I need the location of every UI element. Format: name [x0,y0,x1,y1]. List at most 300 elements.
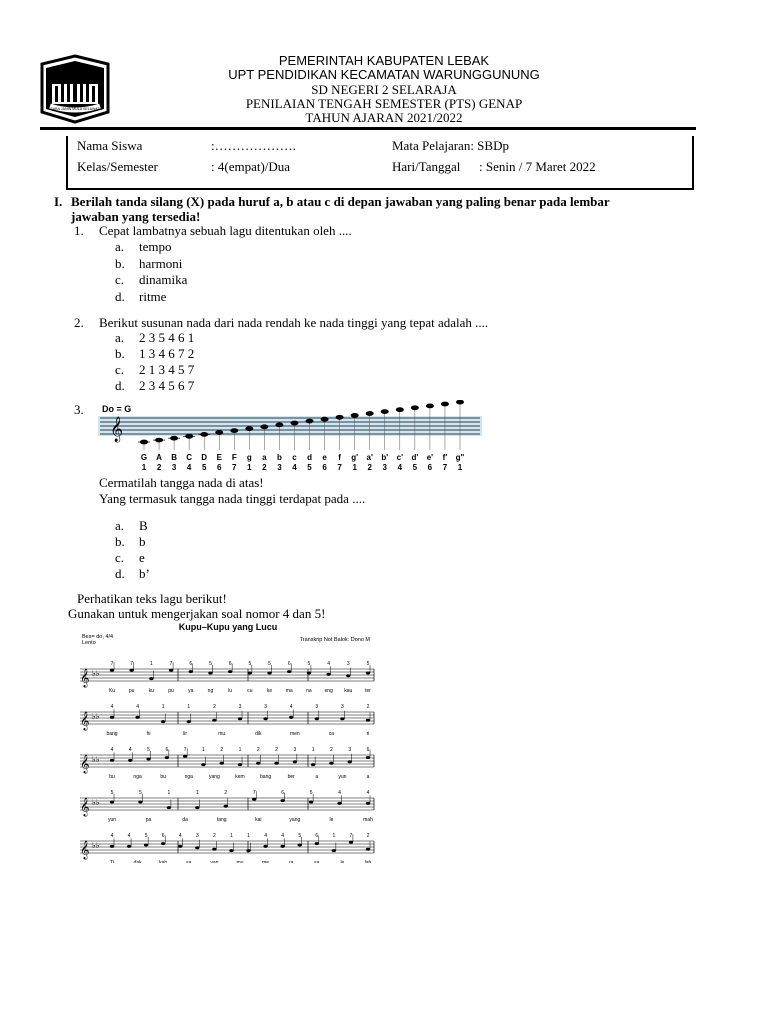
song-lyric: lah [364,860,372,863]
song-lyric: ra [288,860,294,863]
scale-letter: a [262,453,267,462]
song-note-number: 5 [147,747,150,753]
song-note [289,716,293,719]
song-lyric: a [315,774,319,780]
song-note [229,849,233,852]
question-3-text-1: Cermatilah tangga nada di atas! [99,475,264,490]
song-note [165,756,169,759]
treble-clef-icon: 𝄞 [110,416,124,441]
scale-note [456,400,464,405]
scale-note [321,417,329,422]
song-note-number: 3 [341,704,344,710]
song-note-number: 6 [228,661,232,667]
song-note-number: 1 [195,790,199,796]
q2-option-a-text: 2 3 5 4 6 1 [139,330,195,345]
scale-letter: b' [381,453,389,462]
flat-sign-icon: ♭♭ [92,798,100,807]
scale-number: 6 [217,463,222,472]
scale-number: 4 [186,463,192,472]
scale-number: 7 [442,463,448,472]
class-label: Kelas/Semester [77,159,158,174]
question-1-number: 1. [74,223,84,238]
name-label: Nama Siswa [77,138,143,153]
song-lyric: yun [338,774,347,780]
song-lyric: mah [363,817,373,823]
song-note-number: 2 [256,747,260,753]
q3-option-d-text: b’ [139,566,150,581]
q2-option-a-label[interactable]: a. [115,330,125,345]
song-note [366,848,370,851]
song-note-number: 1 [161,704,165,710]
scale-number: 3 [171,463,177,472]
song-lyric: na [306,688,312,694]
song-note-number: 3 [293,747,297,753]
song-note-number: 1 [202,747,205,753]
song-lyric: yang [208,774,220,780]
song-note [246,849,250,852]
scale-note [275,423,283,428]
song-note-number: 3 [195,833,199,839]
treble-clef-icon: 𝄞 [80,842,90,859]
instruction-line-1: Berilah tanda silang (X) pada huruf a, b atau c di depan jawaban yang paling benar pada lembar [71,194,610,209]
scale-note [170,436,178,441]
scale-note [441,402,449,407]
song-lyric: ke [266,688,273,694]
song-lyric: kai [255,817,262,823]
song-note [349,841,353,844]
q3-option-a-label[interactable]: a. [115,518,125,533]
scale-note [185,434,193,439]
song-note-number: 1 [230,833,233,839]
song-lyric: dak [133,860,142,863]
song-note [366,719,370,722]
song-lyric: kah [159,860,168,863]
song-note-number: 5 [366,661,370,667]
song-note-number: 6 [165,747,169,753]
q1-option-a-text: tempo [139,239,172,254]
song-note-number: 4 [281,833,285,839]
song-note [138,801,142,804]
song-lyric: sa [186,860,192,863]
song-note [110,759,114,762]
q1-option-c-label[interactable]: c. [115,272,125,287]
scale-note [306,419,314,424]
song-note-number: 4 [110,833,114,839]
treble-clef-icon: 𝄞 [80,713,90,730]
song-lyric: ca [328,731,335,737]
subject-label: Mata Pelajaran: SBDp [392,138,509,153]
scale-letter: B [171,453,177,462]
name-value-blank[interactable]: :………………. [211,138,296,153]
song-note [346,674,350,677]
song-note-number: 3 [346,661,350,667]
song-lyric: ber [287,774,295,780]
song-note [326,673,330,676]
song-note-number: 4 [178,833,182,839]
song-note [146,758,150,761]
song-lyric: me [262,860,270,863]
scale-note [411,405,419,410]
song-note-number: 5 [309,790,313,796]
song-note [161,720,165,723]
scale-note [200,432,208,437]
song-note [332,849,336,852]
song-note [309,801,313,804]
song-intro-line-1: Perhatikan teks lagu berikut! [77,591,227,606]
song-note-number: 6 [287,661,291,667]
q3-option-c-text: e [139,550,145,565]
scale-number: 4 [397,463,403,472]
song-note-number: 2 [366,704,370,710]
song-note [329,762,333,765]
song-note [195,846,199,849]
song-note-number: 1 [167,790,171,796]
q3-option-b-text: b [139,534,146,549]
song-note [178,845,182,848]
song-note [110,716,114,719]
song-lyric: eng [324,688,333,694]
song-note-number: 3 [348,747,352,753]
song-note-number: 7 [130,661,134,667]
scale-note [155,438,163,443]
q2-option-b-label[interactable]: b. [115,346,125,361]
scale-number: 7 [232,463,237,472]
scale-letter: d [307,453,312,462]
song-note-number: 2 [275,747,278,753]
scale-number: 3 [382,463,387,472]
song-note [135,716,139,719]
song-lyric: bu [109,774,115,780]
song-note-number: 7 [169,661,173,667]
song-note [212,848,216,851]
scale-number: 1 [247,463,252,472]
question-2-text: Berikut susunan nada dari nada rendah ke nada tinggi yang tepat adalah .... [99,315,489,330]
header-line-4: PENILAIAN TENGAH SEMESTER (PTS) GENAP [245,96,523,111]
scale-letter: g" [455,453,465,462]
song-note-number: 6 [189,661,193,667]
flat-sign-icon: ♭♭ [92,669,100,678]
song-note-number: 6 [366,747,370,753]
scale-number: 2 [367,463,372,472]
flat-sign-icon: ♭♭ [92,755,100,764]
song-note [293,760,297,763]
instruction-line-2: jawaban yang tersedia! [71,209,201,224]
song-lyric: nga [133,774,142,780]
song-note [366,802,370,805]
treble-clef-icon: 𝄞 [80,756,90,773]
song-lyric: yang [289,817,301,823]
song-note-number: 2 [366,833,370,839]
song-note-number: 7 [110,661,114,667]
song-note-number: 4 [338,790,341,796]
song-note [263,717,267,720]
question-2-number: 2. [74,315,84,330]
q2-option-b-text: 1 3 4 6 7 2 [139,346,195,361]
song-lyric: bu [160,774,166,780]
question-1-text: Cepat lambatnya sebuah lagu ditentukan oleh .... [99,223,352,238]
q1-option-b-text: harmoni [139,256,183,271]
song-note [183,755,187,758]
song-note-number: 7 [349,833,353,839]
song-note-number: 4 [327,661,331,667]
scale-number: 6 [322,463,327,472]
scale-note [245,426,253,431]
song-note-number: 5 [298,833,302,839]
scale-number: 5 [307,463,312,472]
song-note [110,801,114,804]
scale-number: 7 [337,463,342,472]
song-note-number: 1 [247,833,250,839]
scale-letter: e' [426,453,434,462]
song-note [280,845,284,848]
scale-note [290,421,298,426]
song-note [127,845,131,848]
song-note-number: 4 [110,704,114,710]
song-note [256,762,260,765]
date-value: : Senin / 7 Maret 2022 [479,159,596,174]
song-note [224,805,228,808]
q1-option-c-text: dinamika [139,272,188,287]
song-note [187,720,191,723]
q2-option-c-text: 2 1 3 4 5 7 [139,362,195,377]
song-note [238,763,242,766]
scale-number: 2 [156,463,162,472]
scale-note [336,415,344,420]
q2-option-c-label[interactable]: c. [115,362,125,377]
song-note [208,672,212,675]
song-lyric: nga [184,774,193,780]
song-note-number: 4 [136,704,139,710]
song-lyric: kem [235,774,245,780]
song-staff-row [80,747,374,780]
song-note-number: 4 [264,833,267,839]
scale-letter: C [186,453,193,462]
song-tempo: Lento [82,640,96,646]
song-lyric: yap [210,860,219,863]
scale-number: 1 [352,463,357,472]
scale-letter: A [156,453,162,462]
song-note [212,719,216,722]
song-lyric: mu [236,860,244,863]
scale-letter: g [246,453,252,462]
song-key: Bes= do, 4/4 [82,634,114,640]
song-note-number: 4 [289,704,293,710]
scale-letter: b [276,453,282,462]
song-note-number: 4 [366,790,370,796]
song-note-number: 2 [330,747,333,753]
song-note-number: 6 [315,833,319,839]
scale-note [215,430,223,435]
scale-number: 1 [141,463,147,472]
header-divider [40,127,696,130]
q1-option-d-label[interactable]: d. [115,289,125,304]
song-lyric: hi [146,731,151,737]
song-lyric: kau [344,688,353,694]
scale-number: 3 [277,463,282,472]
scale-staff-image [98,400,482,472]
q1-option-a-label[interactable]: a. [115,239,125,254]
header-line-5: TAHUN AJARAN 2021/2022 [305,110,463,125]
song-note-number: 5 [209,661,212,667]
header-line-3: SD NEGERI 2 SELARAJA [311,82,457,97]
song-note-number: 2 [224,790,228,796]
flat-sign-icon: ♭♭ [92,841,100,850]
song-note [144,844,148,847]
song-lyric: mu [218,731,226,737]
song-note [128,759,132,762]
song-note [366,756,370,759]
scale-number: 1 [457,463,463,472]
song-note-number: 1 [238,747,242,753]
scale-note [260,424,268,429]
song-staff-row [80,704,374,737]
scale-letter: E [216,453,222,462]
song-note-number: 1 [187,704,191,710]
song-note [366,672,370,675]
scale-letter: f [338,453,341,462]
song-note [298,844,302,847]
q1-option-d-text: ritme [139,289,167,304]
song-lyric: ter [365,688,371,694]
song-note [110,669,114,672]
q1-option-b-label[interactable]: b. [115,256,125,271]
song-sheet-image [78,621,378,863]
section-number: I. [54,194,63,209]
scale-letter: c' [396,453,403,462]
scale-note [366,411,374,416]
song-note-number: 3 [315,704,319,710]
song-note [238,717,242,720]
q3-option-a-text: B [139,518,148,533]
song-note [267,672,271,675]
song-note-number: 3 [238,704,242,710]
song-note-number: 6 [281,790,285,796]
scale-number: 6 [427,463,433,472]
song-staff-row [80,661,374,694]
song-lyric: pu [168,688,174,694]
song-note [307,672,311,675]
song-staff-row [80,833,374,863]
song-intro-line-2: Gunakan untuk mengerjakan soal nomor 4 dan 5! [68,606,326,621]
song-note [149,677,153,680]
song-lyric: lu [228,688,233,694]
q2-option-d-text: 2 3 4 5 6 7 [139,378,195,393]
song-lyric: le [340,860,345,863]
song-note [220,762,224,765]
scale-note [230,428,238,433]
logo-motto: SABA JANIN MULA SELAWAT [50,107,100,111]
song-note-number: 3 [264,704,267,710]
scale-note [140,440,148,445]
scale-letter: D [201,453,208,462]
song-note [348,760,352,763]
song-note [263,845,267,848]
song-note [228,670,232,673]
scale-letter: e [322,453,327,462]
q2-option-d-label[interactable]: d. [115,378,125,393]
song-lyric: da [182,817,188,823]
q3-option-d-label[interactable]: d. [115,566,125,581]
song-lyric: yun [107,817,117,823]
song-note-number: 1 [149,661,153,667]
scale-note [426,404,434,409]
scale-number: 5 [201,463,207,472]
scale-note [351,413,359,418]
song-note [201,763,205,766]
song-lyric: pu [128,688,135,694]
song-note [315,842,319,845]
song-note [110,845,114,848]
song-note-number: 7 [252,790,256,796]
song-note [274,762,278,765]
song-lyric: tang [216,817,227,823]
scale-letter: F [231,453,237,462]
song-note-number: 6 [161,833,165,839]
song-lyric: sa [314,860,320,863]
song-note-number: 5 [268,661,271,667]
scale-letter: c [292,453,297,462]
scale-letter: d' [411,453,419,462]
song-note-number: 5 [144,833,148,839]
scale-number: 5 [412,463,418,472]
song-title: Kupu–Kupu yang Lucu [178,622,278,632]
song-note [248,672,252,675]
song-note-number: 5 [307,661,311,667]
scale-letter: a' [366,453,373,462]
song-note [337,802,341,805]
scale-letter: G [140,453,148,462]
song-note-number: 2 [213,704,216,710]
song-lyric: a [366,774,370,780]
scale-note [396,407,404,412]
song-lyric: pa [145,817,152,823]
song-lyric: bang [106,731,118,737]
song-note [280,799,284,802]
song-lyric: ku [148,688,155,694]
song-lyric: Ti [110,860,114,863]
song-note-number: 7 [183,747,187,753]
song-note-number: 2 [220,747,224,753]
song-note [167,806,171,809]
song-note [340,717,344,720]
song-note [315,717,319,720]
treble-clef-icon: 𝄞 [80,799,90,816]
song-lyric: le [329,817,334,823]
song-lyric: ya [188,688,194,694]
song-lyric: cu [247,688,253,694]
song-note-number: 4 [128,747,132,753]
student-identity-box [66,136,694,190]
song-lyric: men [289,731,300,737]
song-lyric: ng [207,688,214,694]
song-lyric: Ku [108,688,116,694]
song-staff-row [80,790,374,823]
song-credit: Transkrip Not Balok: Dono M [299,637,370,643]
header-line-2: UPT PENDIDIKAN KECAMATAN WARUNGGUNUNG [228,67,540,82]
scale-number: 2 [262,463,267,472]
song-lyric: ri [366,731,370,737]
q3-option-c-label[interactable]: c. [115,550,125,565]
question-3-text-2: Yang termasuk tangga nada tinggi terdapat pada .... [99,491,366,506]
song-note [252,798,256,801]
q3-option-b-label[interactable]: b. [115,534,125,549]
header-line-1: PEMERINTAH KABUPATEN LEBAK [278,53,490,68]
song-note-number: 1 [311,747,315,753]
song-note-number: 1 [332,833,336,839]
question-3-number: 3. [74,402,84,417]
song-lyric: ma [285,688,293,694]
song-note-number: 2 [213,833,216,839]
